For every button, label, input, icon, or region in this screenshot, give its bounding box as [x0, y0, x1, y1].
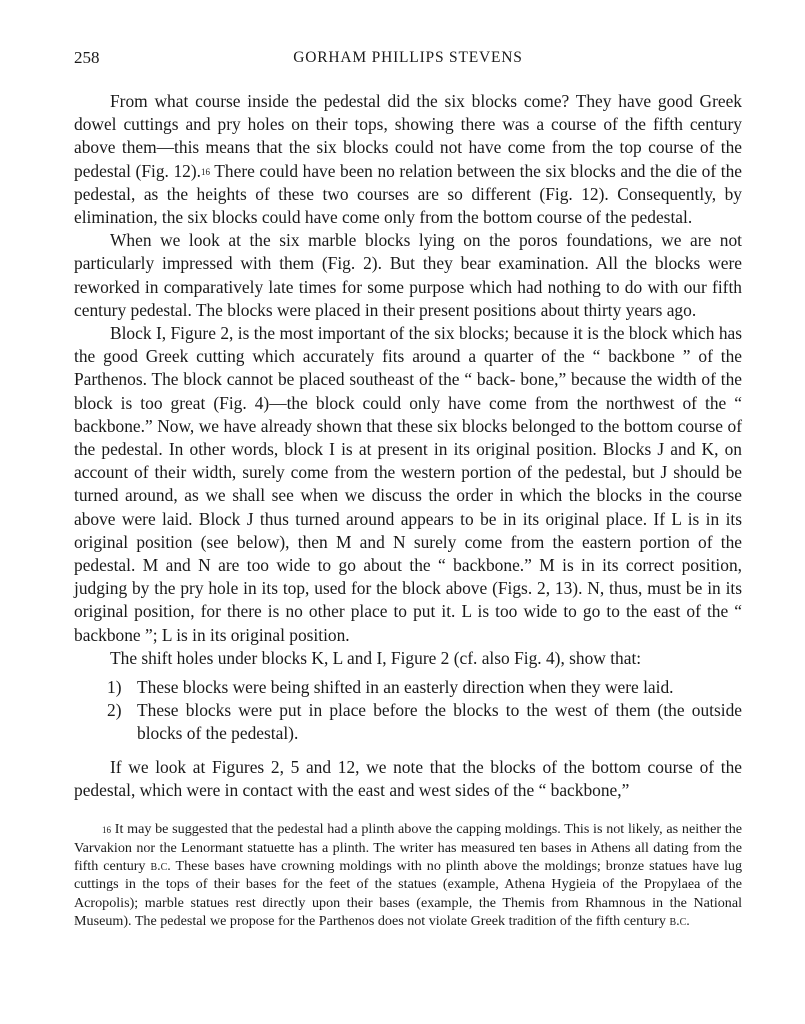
page: [74, 48, 742, 931]
footnote-text: These bases have crowning moldings with no plinth above the moldings; bronze statues have lug cuttings in the tops of their bases for the feet of the statues (example, Athena Hygieia of the Propylaea of the Acropolis); marble statues rest directly upon their bases (example, the Themis from Rhamnous in the National Museum). The pedestal we propose for the Parthenos does not violate Greek tradition of the fifth century: [74, 857, 742, 930]
footnote-reference[interactable]: 16: [201, 166, 211, 177]
running-head: GORHAM PHILLIPS STEVENS: [293, 49, 523, 66]
paragraph: [74, 90, 742, 229]
paragraph-text: From what course inside the pedestal did the six blocks come? They have good Greek dowel cuttings and pry holes on their tops, showing there was a course of the fifth century above them—this means that the six blocks could not have come from the top course of the pedestal (Fig. 12).: [74, 91, 742, 181]
footnote-marker: 16: [102, 825, 111, 836]
body-text: [74, 90, 742, 802]
paragraph-text: There could have been no relation between the six blocks and the die of the pedestal, as the heights of these two courses are so different (Fig. 12). Consequently, by elimination, the six blocks could have come only from the bottom course of the pedestal.: [74, 160, 742, 228]
list-number: 1): [107, 677, 122, 698]
paragraph: When we look at the six marble blocks lying on the poros foundations, we are not particularly impressed with them (Fig. 2). But they bear examination. All the blocks were reworked in comparatively late times for some purpose which had nothing to do with our fifth century pedestal. The blocks were placed in their present positions about thirty years ago.: [74, 230, 742, 320]
paragraph: The shift holes under blocks K, L and I, Figure 2 (cf. also Fig. 4), show that:: [110, 647, 642, 668]
footnote-text: It may be suggested that the pedestal had a plinth above the capping moldings. This is not likely, as neither the Varvakion nor the Lenormant statuette has a plinth. The writer has measured ten bases in Athens all dating from the fifth century: [74, 821, 742, 874]
numbered-list: [74, 676, 742, 746]
footnote: [74, 820, 742, 930]
paragraph: Block I, Figure 2, is the most important of the six blocks; because it is the block which has the good Greek cutting which accurately fits around a quarter of the “ backbone ” of the Parthenos. The block cannot be placed southeast of the “ back- bone,” because the width of the block is too great (Fig. 4)—the block could only have come from the northwest of the “ backbone.” Now, we have already shown that these six blocks belonged to the bottom course of the pedestal. In other words, block I is at present in its original position. Blocks J and K, on account of their width, surely come from the western portion of the pedestal, but J should be turned around, as we shall see when we discuss the order in which the blocks in the course above were laid. Block J thus turned around appears to be in its original place. If L is in its original position (see below), then M and N surely come from the eastern portion of the pedestal. M and N are too wide to go about the “ backbone.” M is in its correct position, judging by the pry hole in its top, used for the block above (Figs. 2, 13). N, thus, must be in its original position, for there is no other place to put it. L is too wide to go to the east of the “ backbone ”; L is in its original position.: [74, 323, 742, 645]
era-abbreviation: b.c.: [150, 857, 171, 874]
list-item-text: These blocks were being shifted in an easterly direction when they were laid.: [137, 677, 674, 698]
page-number: 258: [74, 48, 100, 67]
page-header: [74, 48, 742, 76]
list-item: [74, 676, 742, 699]
era-abbreviation: b.c.: [669, 913, 690, 930]
list-number: 2): [107, 700, 122, 721]
list-item-text: These blocks were put in place before the blocks to the west of them (the outside blocks of the pedestal).: [137, 700, 742, 744]
paragraph: If we look at Figures 2, 5 and 12, we note that the blocks of the bottom course of the pedestal, which were in contact with the east and west sides of the “ backbone,”: [74, 756, 742, 800]
list-item: [74, 699, 742, 745]
